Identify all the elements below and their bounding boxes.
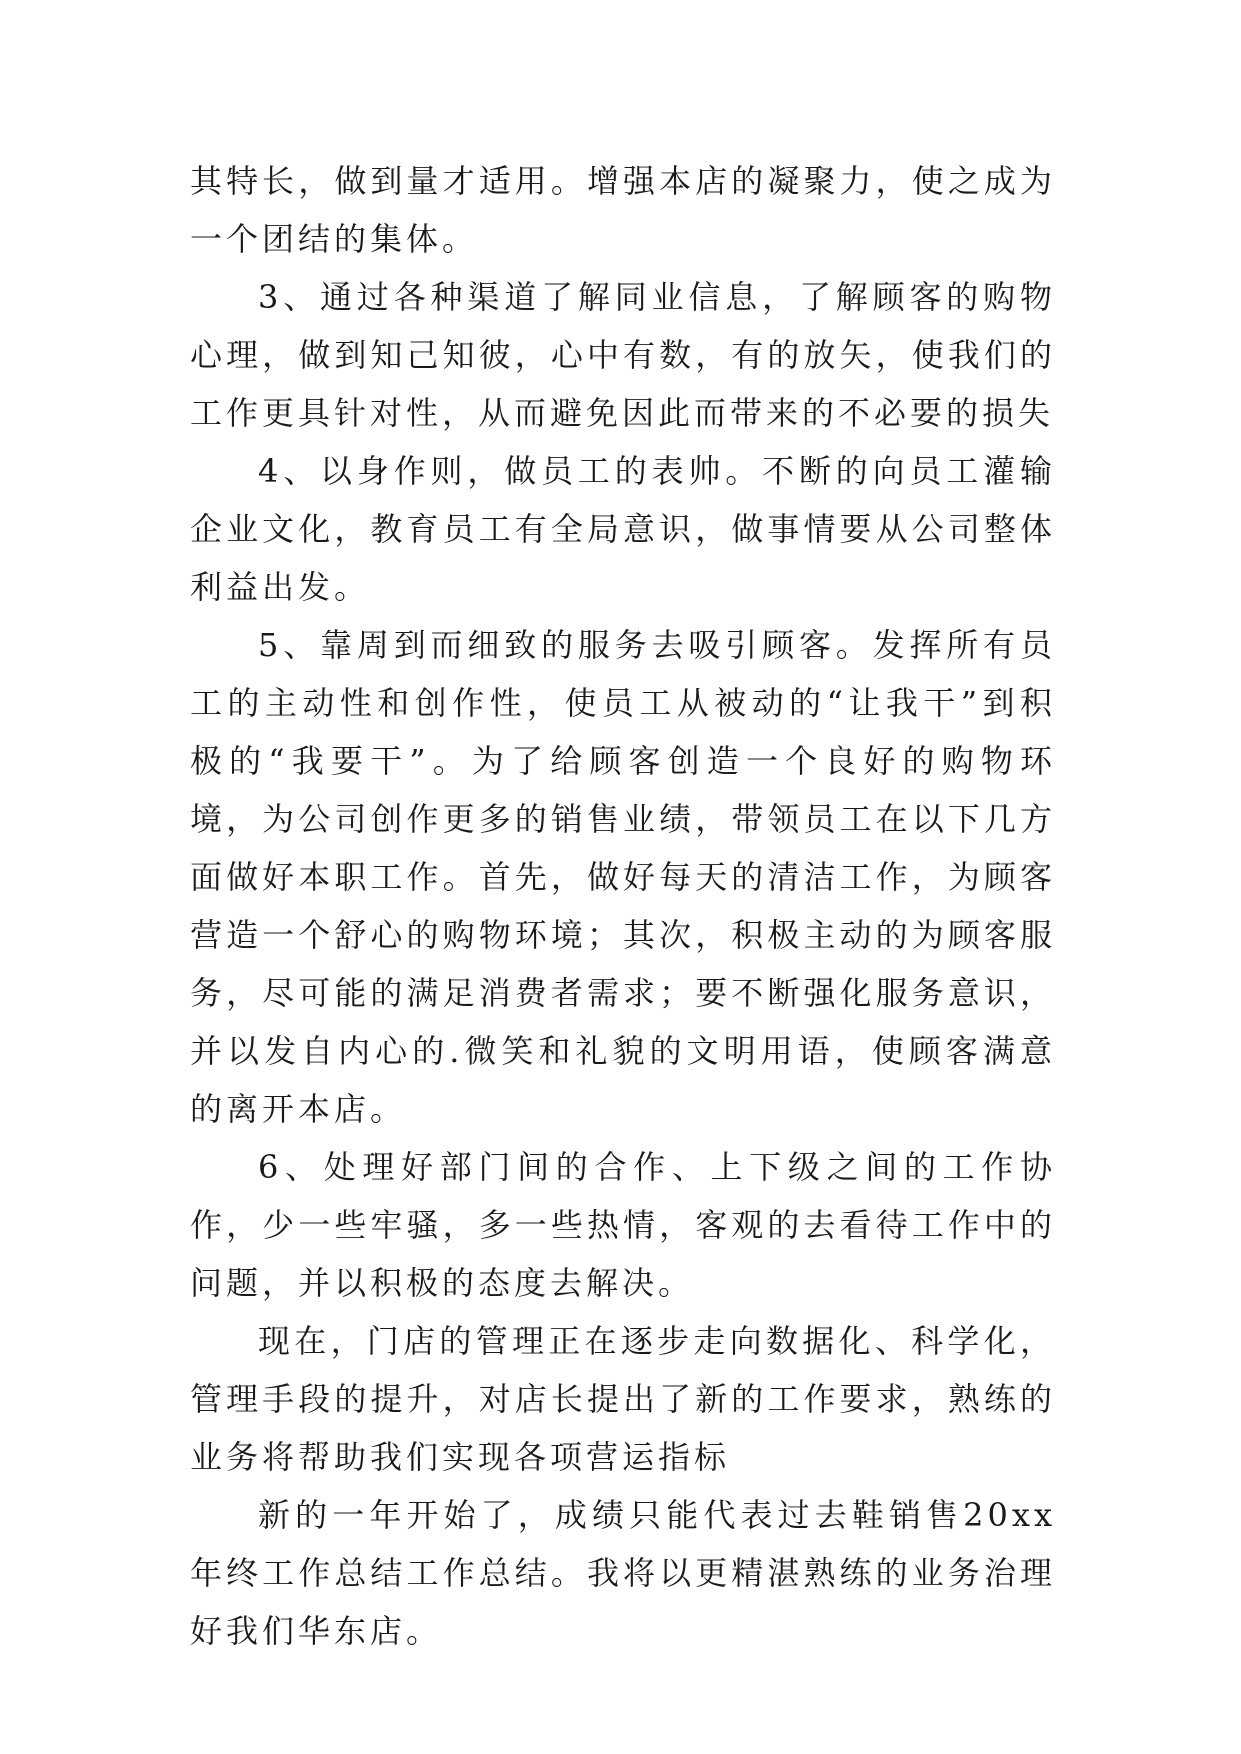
paragraph-item-4: 4、以身作则，做员工的表帅。不断的向员工灌输企业文化，教育员工有全局意识，做事情要从公司整体利益出发。 [190, 452, 1056, 606]
paragraph-item-5: 5、靠周到而细致的服务去吸引顾客。发挥所有员工的主动性和创作性，使员工从被动的“让我干”到积极的“我要干”。为了给顾客创造一个良好的购物环境，为公司创作更多的销售业绩，带领员工在以下几方面做好本职工作。首先，做好每天的清洁工作，为顾客营造一个舒心的购物环境；其次，积极主动的为顾客服务，尽可能的满足消费者需求；要不断强化服务意识，并以发自内心的.微笑和礼貌的文明用语，使顾客满意的离开本店。 [190, 626, 1056, 1128]
paragraph-management: 现在，门店的管理正在逐步走向数据化、科学化，管理手段的提升，对店长提出了新的工作要求，熟练的业务将帮助我们实现各项营运指标 [190, 1322, 1056, 1476]
paragraph-continuation: 其特长，做到量才适用。增强本店的凝聚力，使之成为一个团结的集体。 [190, 162, 1056, 258]
paragraph-item-6: 6、处理好部门间的合作、上下级之间的工作协作，少一些牢骚，多一些热情，客观的去看待工作中的问题，并以积极的态度去解决。 [190, 1148, 1056, 1302]
paragraph-new-year: 新的一年开始了，成绩只能代表过去鞋销售20xx年终工作总结工作总结。我将以更精湛熟练的业务治理好我们华东店。 [190, 1496, 1056, 1650]
paragraph-item-3: 3、通过各种渠道了解同业信息，了解顾客的购物心理，做到知己知彼，心中有数，有的放矢，使我们的工作更具针对性，从而避免因此而带来的不必要的损失 [190, 278, 1056, 432]
